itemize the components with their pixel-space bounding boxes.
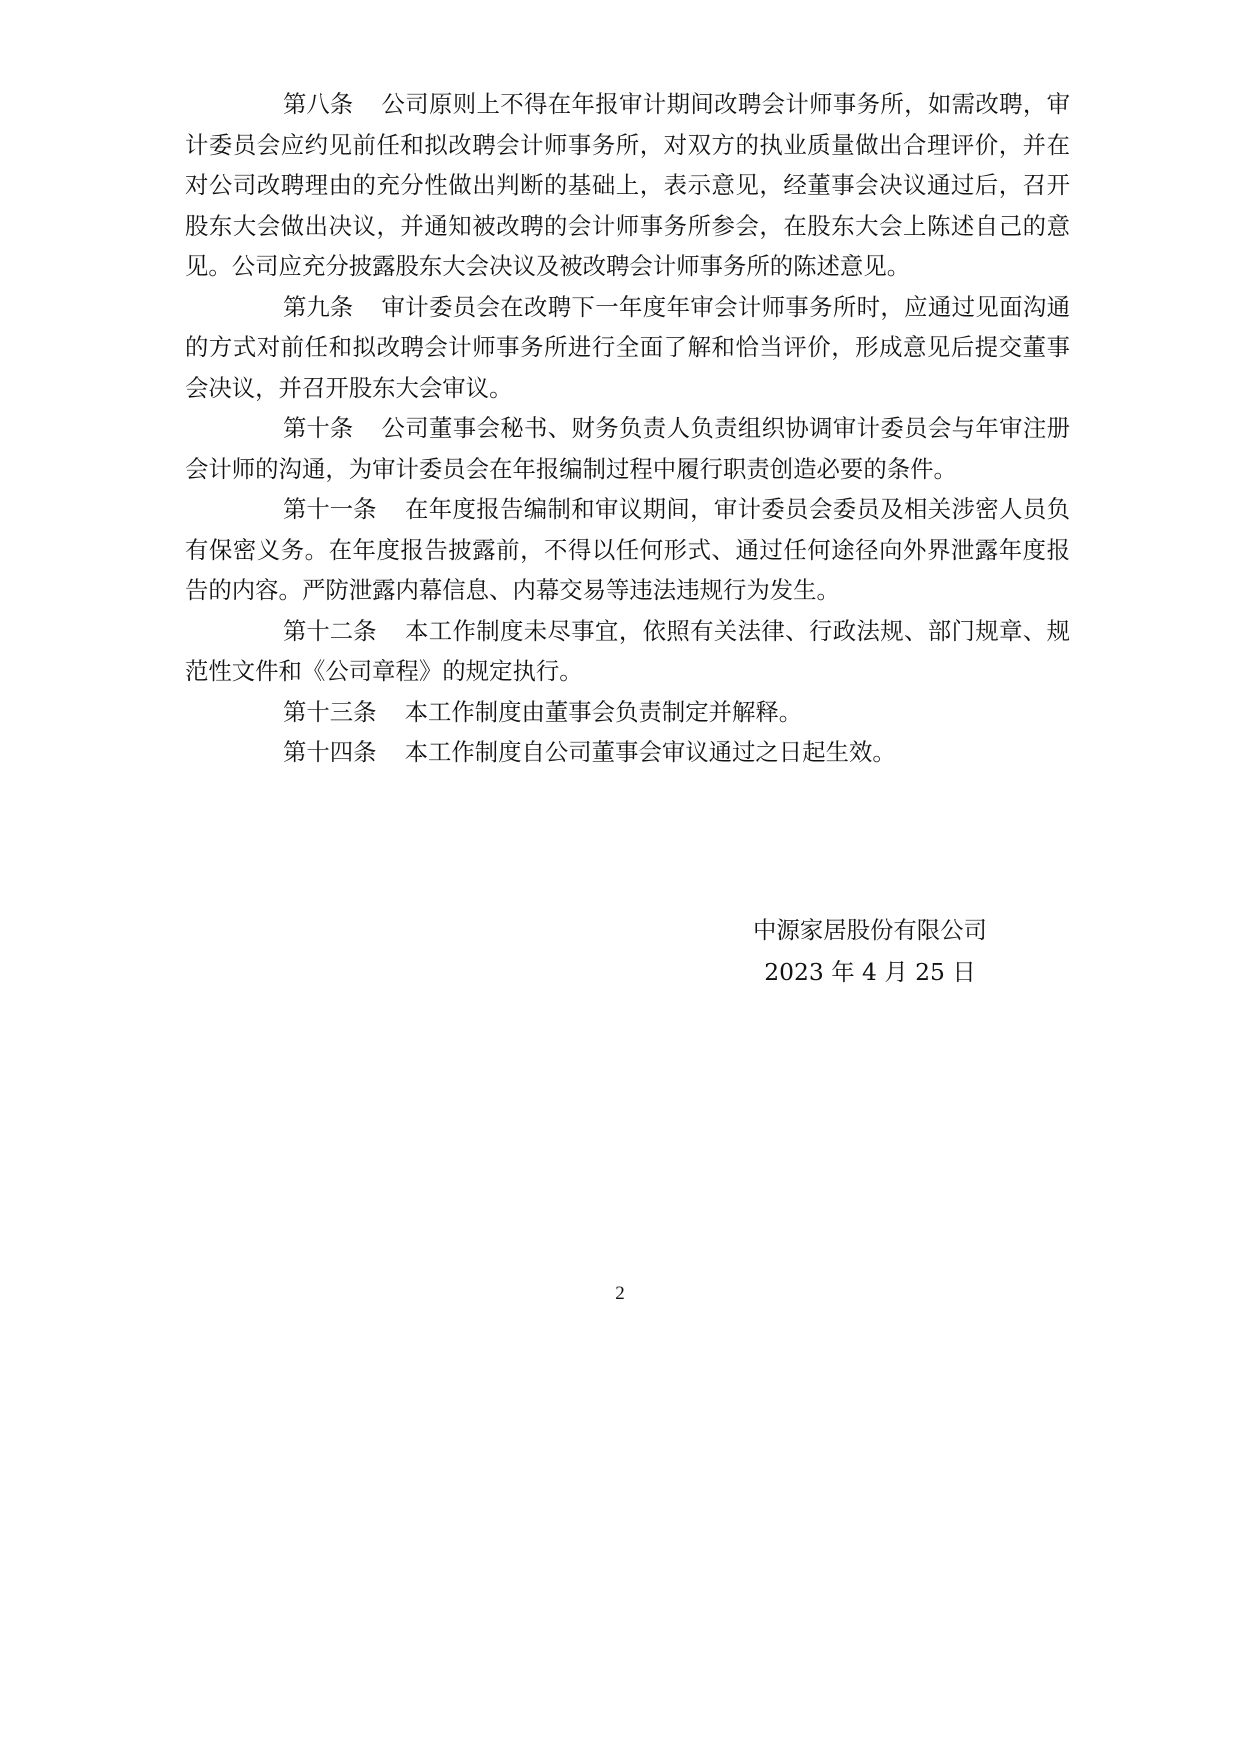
article-label: 第十一条 <box>283 495 377 523</box>
article-label: 第十三条 <box>283 697 377 726</box>
article-text: 本工作制度由董事会负责制定并解释。 <box>404 697 803 726</box>
article-9 <box>185 287 1070 409</box>
article-text: 审计委员会在改聘下一年度年审会计师事务所时，应通过见面沟通的方式对前任和拟改聘会计师事务所进行全面了解和恰当评价，形成意见后提交董事会决议，并召开股东大会审议。 <box>185 292 1070 402</box>
signature-block <box>740 909 1000 993</box>
article-text: 公司原则上不得在年报审计期间改聘会计师事务所，如需改聘，审计委员会应约见前任和拟改聘会计师事务所，对双方的执业质量做出合理评价，并在对公司改聘理由的充分性做出判断的基础上，表示意见，经董事会决议通过后，召开股东大会做出决议，并通知被改聘的会计师事务所参会，在股东大会上陈述自己的意见。公司应充分披露股东大会决议及被改聘会计师事务所的陈述意见。 <box>185 90 1070 280</box>
document-body <box>185 84 1070 773</box>
article-8 <box>185 84 1070 287</box>
article-text: 在年度报告编制和审议期间，审计委员会委员及相关涉密人员负有保密义务。在年度报告披露前，不得以任何形式、通过任何途径向外界泄露年度报告的内容。严防泄露内幕信息、内幕交易等违法违规行为发生。 <box>185 495 1070 604</box>
article-text: 本工作制度自公司董事会审议通过之日起生效。 <box>404 738 896 766</box>
page-number: 2 <box>615 1283 625 1304</box>
article-11 <box>185 489 1070 611</box>
article-label: 第九条 <box>283 292 354 321</box>
signature-date: 2023 年 4 月 25 日 <box>764 958 976 986</box>
article-label: 第十条 <box>283 414 354 442</box>
article-text: 公司董事会秘书、财务负责人负责组织协调审计委员会与年审注册会计师的沟通，为审计委员会在年报编制过程中履行职责创造必要的条件。 <box>185 414 1070 483</box>
article-12 <box>185 611 1070 692</box>
article-text: 本工作制度未尽事宜，依照有关法律、行政法规、部门规章、规范性文件和《公司章程》的规定执行。 <box>185 616 1070 685</box>
article-13 <box>185 692 1070 733</box>
company-name: 中源家居股份有限公司 <box>753 916 987 944</box>
article-label: 第十四条 <box>283 738 377 766</box>
article-label: 第八条 <box>283 90 354 118</box>
article-14 <box>185 732 1070 773</box>
article-label: 第十二条 <box>283 616 377 645</box>
article-10 <box>185 408 1070 489</box>
